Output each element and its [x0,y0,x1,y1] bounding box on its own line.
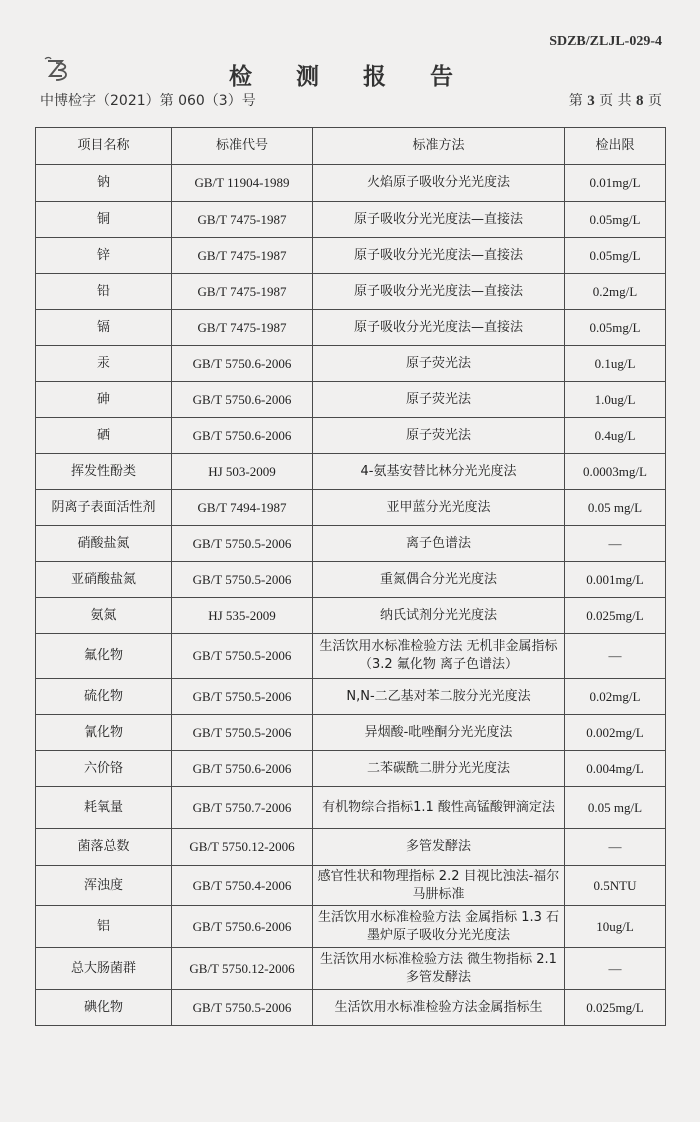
standard-method: 火焰原子吸收分光光度法 [313,165,565,202]
item-name: 铝 [36,906,172,948]
standard-code: GB/T 5750.5-2006 [172,990,313,1026]
report-title: 检 测 报 告 [228,64,472,90]
standard-method: 原子荧光法 [313,346,565,382]
table-header-row [36,128,666,165]
item-name: 氨氮 [36,598,172,634]
standard-code: GB/T 5750.5-2006 [172,634,313,679]
item-name: 硝酸盐氮 [36,526,172,562]
total-pages: 8 [636,93,644,109]
header-detection-limit: 检出限 [565,128,666,165]
standard-method: 生活饮用水标准检验方法 微生物指标 2.1 多管发酵法 [313,948,565,990]
standard-method: 纳氏试剂分光光度法 [313,598,565,634]
standard-code: GB/T 5750.6-2006 [172,382,313,418]
item-name: 总大肠菌群 [36,948,172,990]
table-row [36,346,666,382]
item-name: 阴离子表面活性剂 [36,490,172,526]
standard-code: GB/T 7475-1987 [172,238,313,274]
table-row [36,202,666,238]
standard-method: 原子荧光法 [313,418,565,454]
item-name: 硫化物 [36,679,172,715]
detection-limit: 0.0003mg/L [565,454,666,490]
table-row [36,238,666,274]
item-name: 碘化物 [36,990,172,1026]
standard-code: GB/T 5750.6-2006 [172,751,313,787]
detection-limit: — [565,948,666,990]
standard-code: GB/T 7475-1987 [172,202,313,238]
standard-method: 二苯碳酰二肼分光光度法 [313,751,565,787]
standard-method: 多管发酵法 [313,829,565,866]
table-row [36,598,666,634]
detection-limit: 0.002mg/L [565,715,666,751]
standard-method: 原子吸收分光光度法—直接法 [313,202,565,238]
standard-method: 异烟酸-吡唑酮分光光度法 [313,715,565,751]
detection-limit: 1.0ug/L [565,382,666,418]
standard-method: N,N-二乙基对苯二胺分光光度法 [313,679,565,715]
item-name: 氟化物 [36,634,172,679]
detection-limit: 0.05 mg/L [565,490,666,526]
table-row [36,866,666,906]
standard-code: GB/T 5750.7-2006 [172,787,313,829]
item-name: 浑浊度 [36,866,172,906]
standard-code: GB/T 5750.6-2006 [172,906,313,948]
standard-method: 原子吸收分光光度法—直接法 [313,238,565,274]
item-name: 氰化物 [36,715,172,751]
standard-method: 生活饮用水标准检验方法 无机非金属指标（3.2 氟化物 离子色谱法） [313,634,565,679]
header-standard-code: 标准代号 [172,128,313,165]
standard-method: 亚甲蓝分光光度法 [313,490,565,526]
detection-limit: 0.2mg/L [565,274,666,310]
detection-limit: — [565,526,666,562]
table-row [36,634,666,679]
standard-code: GB/T 5750.12-2006 [172,829,313,866]
standard-code: GB/T 11904-1989 [172,165,313,202]
detection-limit: 0.4ug/L [565,418,666,454]
item-name: 六价铬 [36,751,172,787]
standard-code: GB/T 5750.5-2006 [172,679,313,715]
table-row [36,990,666,1026]
detection-limit: 10ug/L [565,906,666,948]
detection-limit: 0.025mg/L [565,598,666,634]
standard-code: GB/T 5750.6-2006 [172,346,313,382]
report-number: 中博检字（2021）第 060（3）号 [40,93,256,109]
standard-code: GB/T 7475-1987 [172,274,313,310]
item-name: 镉 [36,310,172,346]
item-name: 铜 [36,202,172,238]
detection-limit: 0.1ug/L [565,346,666,382]
header-item-name: 项目名称 [36,128,172,165]
item-name: 砷 [36,382,172,418]
table-row [36,715,666,751]
table-row [36,310,666,346]
table-row [36,526,666,562]
standard-method: 原子吸收分光光度法—直接法 [313,310,565,346]
detection-limit: 0.025mg/L [565,990,666,1026]
detection-limit: — [565,829,666,866]
detection-limit: — [565,634,666,679]
standard-method: 原子荧光法 [313,382,565,418]
detection-limit: 0.004mg/L [565,751,666,787]
standard-method: 离子色谱法 [313,526,565,562]
item-name: 菌落总数 [36,829,172,866]
standard-code: HJ 535-2009 [172,598,313,634]
item-name: 挥发性酚类 [36,454,172,490]
table-row [36,906,666,948]
item-name: 硒 [36,418,172,454]
detection-limit: 0.05mg/L [565,310,666,346]
item-name: 耗氧量 [36,787,172,829]
detection-limit: 0.02mg/L [565,679,666,715]
item-name: 汞 [36,346,172,382]
standard-code: GB/T 7475-1987 [172,310,313,346]
standard-method: 生活饮用水标准检验方法金属指标生 [313,990,565,1026]
table-row [36,274,666,310]
detection-limit: 0.001mg/L [565,562,666,598]
table-row [36,562,666,598]
table-row [36,829,666,866]
standard-code: GB/T 5750.6-2006 [172,418,313,454]
standard-code: GB/T 5750.4-2006 [172,866,313,906]
document-code: SDZB/ZLJL-029-4 [549,34,662,49]
page-number: 第 3 页 共 8 页 [568,93,662,109]
standard-method: 4-氨基安替比林分光光度法 [313,454,565,490]
table-row [36,382,666,418]
standard-method: 感官性状和物理指标 2.2 目视比浊法-福尔马肼标准 [313,866,565,906]
detection-limit: 0.5NTU [565,866,666,906]
table-row [36,787,666,829]
detection-limit: 0.05mg/L [565,238,666,274]
table-row [36,454,666,490]
table-row [36,679,666,715]
table-row [36,751,666,787]
item-name: 亚硝酸盐氮 [36,562,172,598]
standard-code: GB/T 5750.5-2006 [172,562,313,598]
standard-method: 有机物综合指标1.1 酸性高锰酸钾滴定法 [313,787,565,829]
standard-code: GB/T 5750.5-2006 [172,715,313,751]
standard-code: HJ 503-2009 [172,454,313,490]
item-name: 铅 [36,274,172,310]
detection-limit: 0.01mg/L [565,165,666,202]
current-page: 3 [587,93,595,109]
standard-code: GB/T 5750.5-2006 [172,526,313,562]
item-name: 钠 [36,165,172,202]
table-row [36,948,666,990]
standard-code: GB/T 5750.12-2006 [172,948,313,990]
detection-limit: 0.05mg/L [565,202,666,238]
table-row [36,165,666,202]
standard-method: 原子吸收分光光度法—直接法 [313,274,565,310]
standard-method: 生活饮用水标准检验方法 金属指标 1.3 石墨炉原子吸收分光光度法 [313,906,565,948]
table-row [36,418,666,454]
standard-code: GB/T 7494-1987 [172,490,313,526]
test-method-table [35,127,666,1026]
header-standard-method: 标准方法 [313,128,565,165]
item-name: 锌 [36,238,172,274]
standard-method: 重氮偶合分光光度法 [313,562,565,598]
detection-limit: 0.05 mg/L [565,787,666,829]
table-row [36,490,666,526]
